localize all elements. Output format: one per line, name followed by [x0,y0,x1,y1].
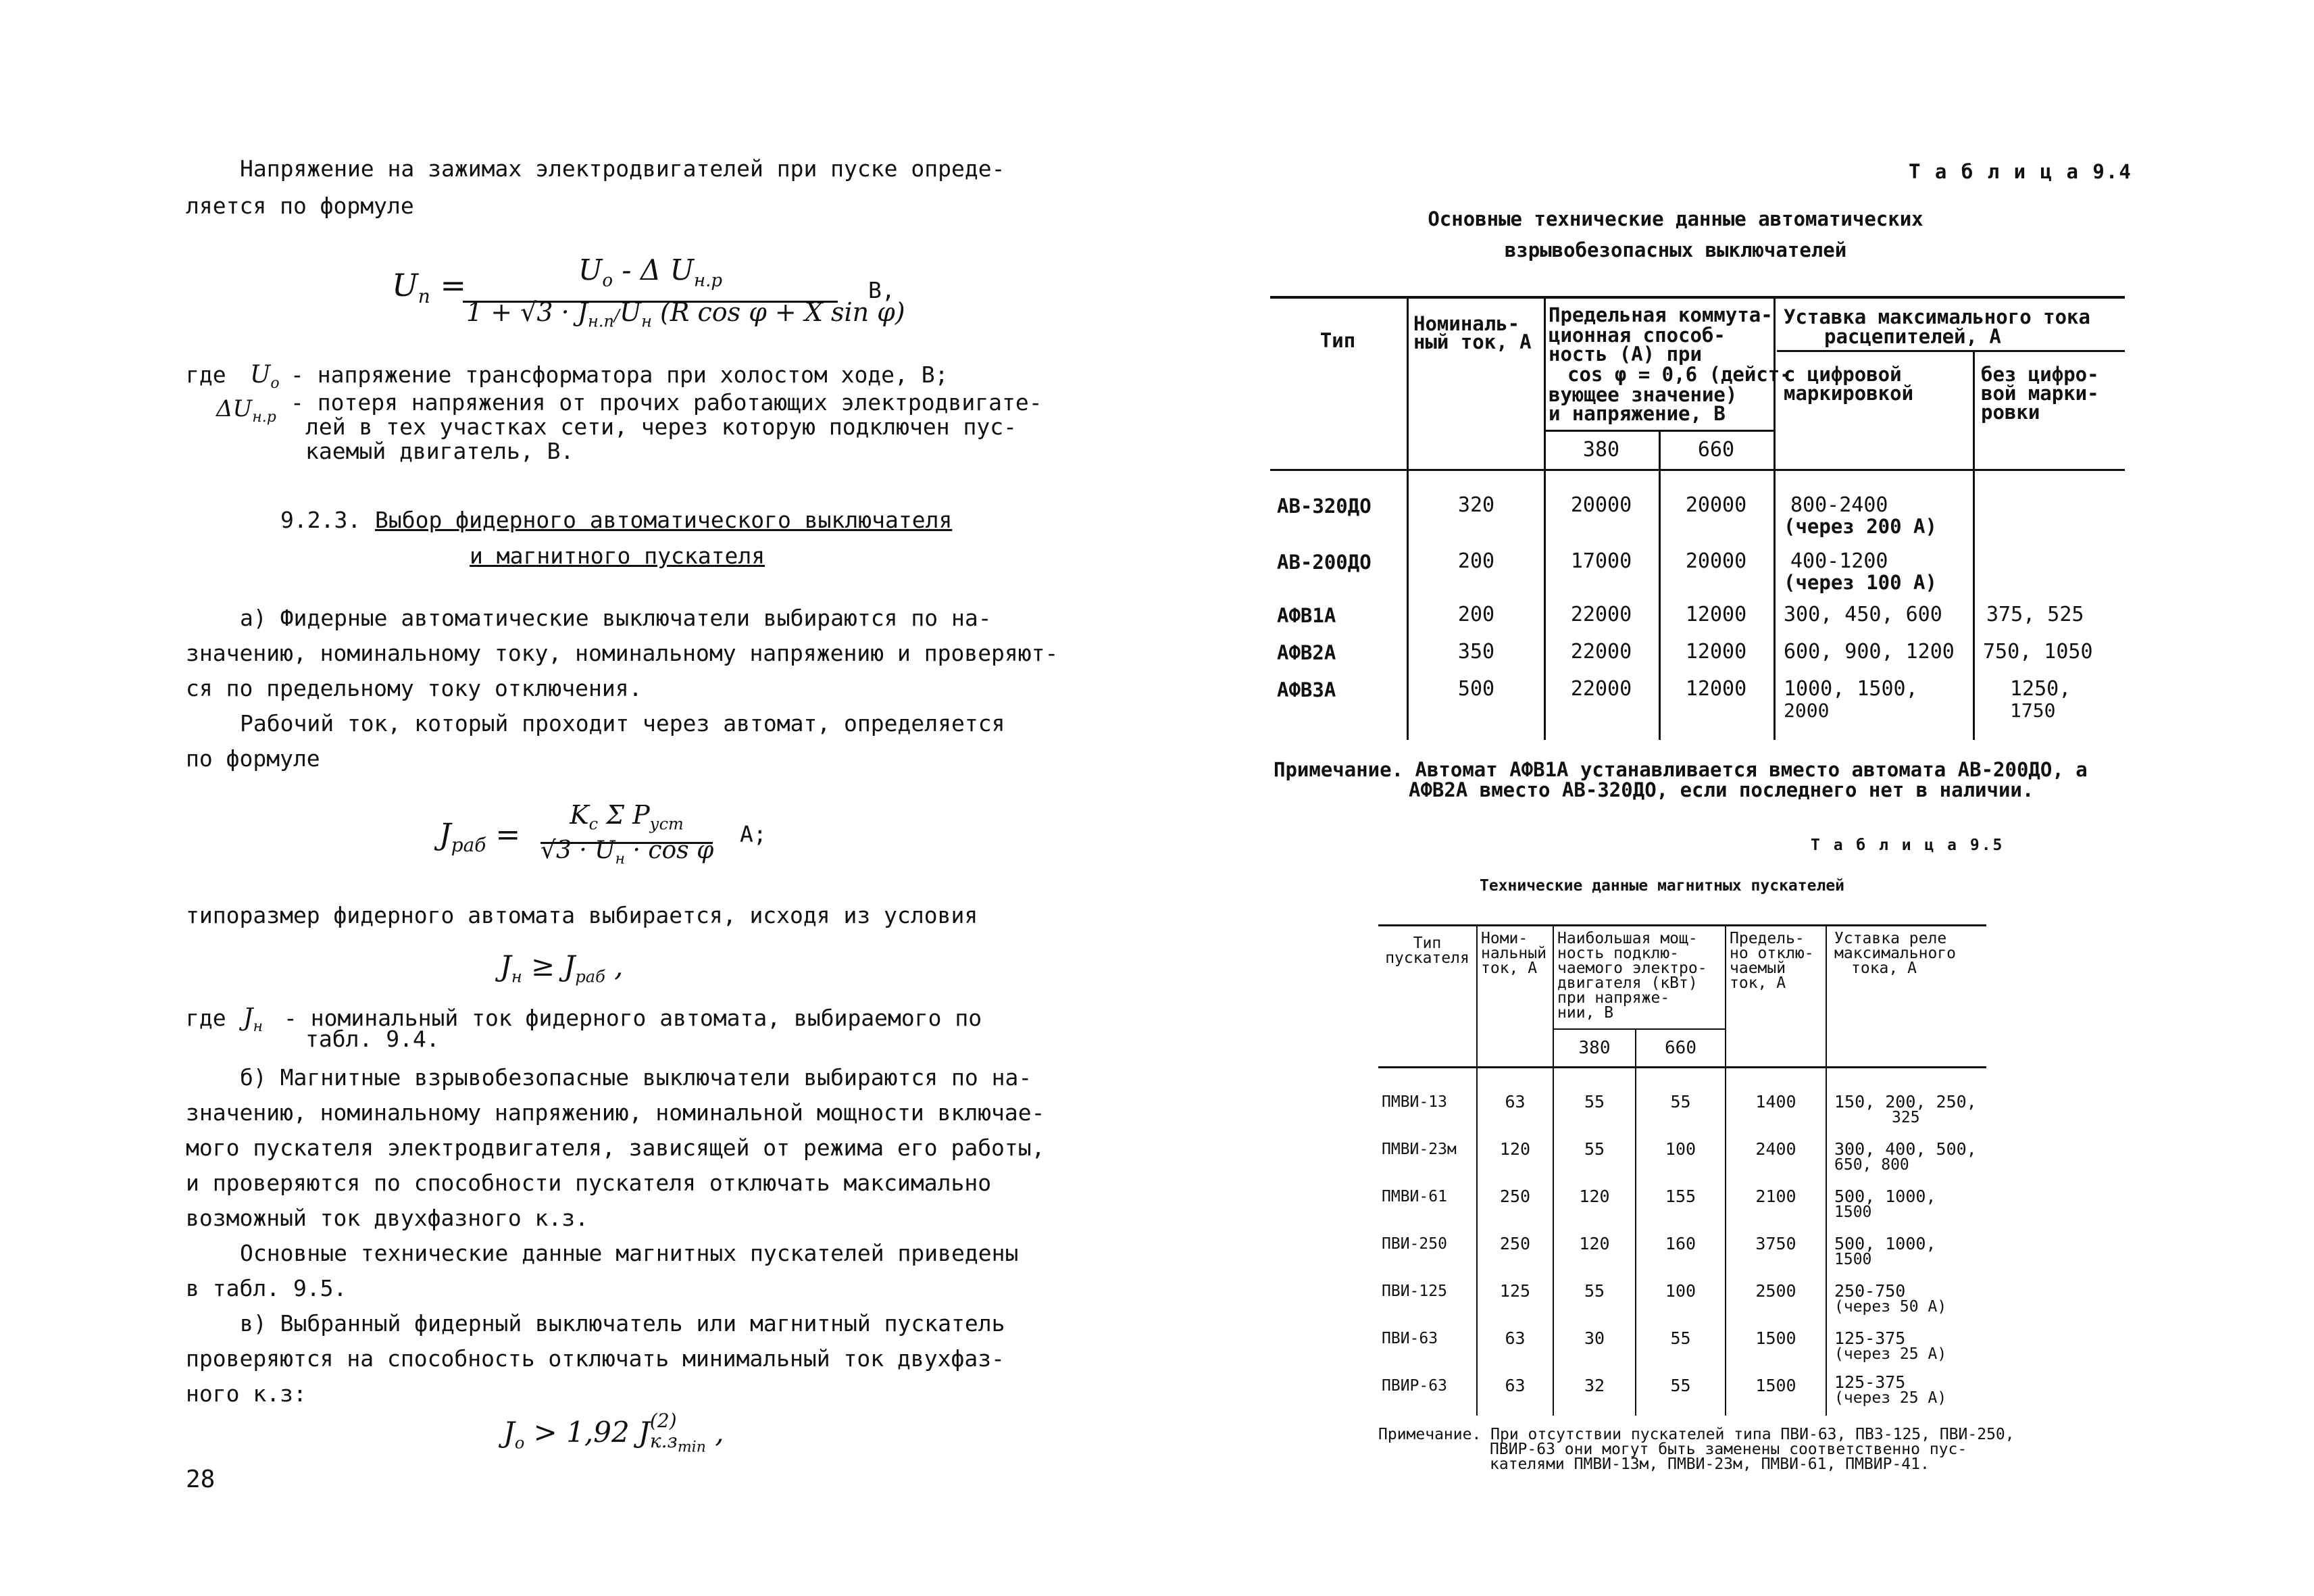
t95-h-nom-l1: Номи- [1481,930,1528,947]
formula-un-denominator: $1 + √3 \cdot J_{н.п}/U_н$ (R cos φ + X sin φ) [466,297,905,331]
t95-cell-set-l1: 500, 1000, [1834,1187,1936,1206]
t94-cell-380: 22000 [1570,603,1632,626]
t95-h-nom-l2: нальный [1481,945,1546,962]
t94-h-nodig-l2: вой марки- [1981,382,2099,405]
t95-cell-nom: 250 [1499,1234,1531,1253]
where-text-dunr-l3: каемый двигатель, В. [305,438,574,464]
section-number: 9.2.3. [280,507,361,533]
t95-cell-type: ПВИР-63 [1382,1377,1447,1395]
t95-cell-set-l2: (через 25 А) [1834,1389,1947,1407]
t94-cell-nodig-l2: 1750 [2010,699,2056,722]
t95-cell-660: 55 [1670,1328,1691,1348]
t95-cell-set-l1: 300, 400, 500, [1834,1139,1977,1159]
t95-cell-lim: 2400 [1755,1139,1796,1159]
t94-cell-nodig-l1: 750, 1050 [1983,640,2093,664]
t94-cell-380: 22000 [1570,640,1632,664]
t95-cell-set-l1: 125-375 [1834,1328,1906,1348]
page-number: 28 [186,1466,216,1493]
t94-vline-2 [1544,297,1546,740]
formula-condition: $J_н \ge J_{раб}$ , [500,949,624,987]
t95-vline-5 [1826,926,1827,1416]
t94-cell-nom: 500 [1457,677,1495,701]
t95-cell-380: 120 [1579,1187,1610,1206]
t95-h-pow-l2: ность подклю- [1557,945,1680,962]
where-label-3: где [186,1005,226,1031]
t94-h-lim-l4: cos φ = 0,6 (дейст- [1567,363,1792,386]
table-9-4-title-l2: взрывобезопасных выключателей [1504,239,1847,261]
formula-jrab-denominator: $√3 \cdot U_н \cdot \cos \varphi$ [540,837,714,868]
t94-cell-660: 20000 [1685,493,1747,517]
para-basic-l1: Основные технические данные магнитных пускателей приведены [240,1240,1019,1266]
t94-cell-nom: 320 [1457,493,1495,517]
t95-cell-type: ПВИ-125 [1382,1282,1447,1300]
t95-h-pow-l5: при напряже- [1557,989,1670,1007]
t95-h-nom-l3: ток, А [1481,959,1538,977]
t95-cell-set-l2: 325 [1892,1109,1920,1126]
t95-cell-type: ПМВИ-23м [1382,1141,1457,1158]
t94-cell-660: 12000 [1685,640,1747,664]
t95-h-lim-l3: чаемый [1730,959,1786,977]
t95-cell-660: 160 [1665,1234,1696,1253]
t94-note-l1: Примечание. Автомат АФВ1А устанавливается вместо автомата АВ-200ДО, а [1274,758,2088,781]
para-a-l3: ся по предельному току отключения. [186,675,643,701]
table-9-5-label: Т а б л и ц а 9.5 [1811,837,2005,854]
para-voltage-l2: ляется по формуле [186,193,414,219]
t94-cell-660: 12000 [1685,677,1747,701]
t95-h-pow-l1: Наибольшая мощ- [1557,930,1698,947]
t94-h-nom-l2: ный ток, А [1413,330,1532,353]
t95-vline-3 [1635,1030,1636,1416]
t94-note-l2: АФВ2А вместо АВ-320ДО, если последнего нет в наличии. [1409,778,2034,801]
t94-vline-3 [1659,431,1661,740]
formula-jrab-unit: А; [740,821,767,847]
para-v-l1: в) Выбранный фидерный выключатель или магнитный пускатель [240,1310,1005,1337]
t95-cell-set-l2: (через 50 А) [1834,1298,1947,1316]
para-type-size: типоразмер фидерного автомата выбирается, исходя из условия [186,902,978,928]
t95-cell-660: 100 [1665,1139,1696,1159]
t95-cell-lim: 1500 [1755,1376,1796,1395]
t95-cell-nom: 63 [1505,1376,1526,1395]
t95-note-l1: Примечание. При отсутствии пускателей типа ПВИ-63, ПВЗ-125, ПВИ-250, [1378,1426,2015,1443]
where-text-u0: - напряжение трансформатора при холостом ходе, В; [291,361,949,388]
t95-cell-set-l1: 250-750 [1834,1281,1906,1301]
t95-cell-nom: 63 [1505,1092,1526,1112]
t95-h-type-l2: пускателя [1385,949,1469,967]
t94-header-rule [1270,469,2125,471]
t95-cell-380: 30 [1584,1328,1605,1348]
t95-cell-380: 55 [1584,1281,1605,1301]
t94-h-660: 660 [1697,438,1735,462]
t95-h-pow-l4: двигателя (кВт) [1557,974,1698,992]
t95-cell-380: 55 [1584,1139,1605,1159]
t94-h-dig-l1: с цифровой [1784,363,1902,386]
para-a-l1: а) Фидерные автоматические выключатели выбираются по на- [240,605,992,631]
t95-cell-380: 32 [1584,1376,1605,1395]
t94-cell-380: 22000 [1570,677,1632,701]
t94-h-lim-l2: ционная способ- [1549,324,1726,347]
t94-h-nom-l1: Номиналь- [1413,312,1520,335]
t95-h-set-l3: тока, А [1851,959,1917,977]
t95-cell-380: 120 [1579,1234,1610,1253]
t95-note-l3: кателями ПМВИ-13м, ПМВИ-23м, ПМВИ-61, ПМВИР-41. [1490,1455,1930,1473]
t95-cell-380: 55 [1584,1092,1605,1112]
t94-vline-5 [1973,351,1975,740]
where-sym-dunr: $\Delta U_{н.р}$ [216,395,276,426]
para-b-l2: значению, номинальному напряжению, номинальной мощности включае- [186,1099,1045,1126]
para-work-l1: Рабочий ток, который проходит через автомат, определяется [240,710,1005,737]
t94-cell-dig-l2: (через 100 А) [1784,571,1937,594]
t95-cell-set-l2: 1500 [1834,1203,1872,1221]
formula-un-unit: В, [868,277,895,303]
t94-h-type: Тип [1319,329,1356,352]
table-9-5-title: Технические данные магнитных пускателей [1479,877,1845,895]
t95-cell-nom: 250 [1499,1187,1531,1206]
t94-h-lim-l6: и напряжение, В [1549,402,1726,425]
where-sym-jn: $J_н$ [243,1004,263,1036]
t94-cell-dig-l1: 600, 900, 1200 [1784,640,1955,664]
t95-volt-rule [1553,1028,1725,1030]
t95-cell-type: ПВИ-250 [1382,1235,1447,1253]
t95-cell-nom: 120 [1499,1139,1531,1159]
where-text-dunr-l1: - потеря напряжения от прочих работающих электродвигате- [291,389,1042,416]
t94-cell-dig-l2: 2000 [1784,699,1830,722]
t94-vline-1 [1407,297,1409,740]
t95-cell-660: 155 [1665,1187,1696,1206]
t95-cell-660: 55 [1670,1376,1691,1395]
where-label-1: где [186,361,226,388]
t95-h-pow-l3: чаемого электро- [1557,959,1707,977]
t94-cell-nom: 350 [1457,640,1495,664]
t94-top-rule [1270,296,2125,299]
t94-h-lim-l1: Предельная коммута- [1549,303,1773,326]
t95-h-lim-l1: Предель- [1730,930,1805,947]
t95-cell-set-l2: 650, 800 [1834,1156,1909,1174]
t95-h-pow-l6: нии, В [1557,1004,1614,1022]
t94-cell-type: АВ-200ДО [1277,551,1372,574]
t95-cell-lim: 1500 [1755,1328,1796,1348]
t95-cell-type: ПМВИ-61 [1382,1188,1447,1205]
t94-set-rule [1777,350,2125,352]
t94-cell-dig-l1: 1000, 1500, [1784,677,1918,701]
para-basic-l2: в табл. 9.5. [186,1275,347,1301]
table-9-4-title-l1: Основные технические данные автоматических [1428,207,1923,230]
t95-h-660: 660 [1665,1038,1696,1058]
para-voltage-l1: Напряжение на зажимах электродвигателей при пуске опреде- [240,155,1005,182]
section-title-l2: и магнитного пускателя [470,543,765,569]
t94-h-set-l1: Уставка максимального тока [1784,305,2090,328]
t94-h-lim-l3: ность (А) при [1549,343,1702,366]
t95-cell-lim: 2500 [1755,1281,1796,1301]
t94-h-dig-l2: маркировкой [1784,382,1914,405]
para-b-l3: мого пускателя электродвигателя, зависящей от режима его работы, [186,1134,1045,1161]
para-a-l2: значению, номинальному току, номинальному напряжению и проверяют- [186,640,1059,666]
t95-h-lim-l2: но отклю- [1730,945,1814,962]
t95-cell-nom: 63 [1505,1328,1526,1348]
where-text-dunr-l2: лей в тех участках сети, через которую подключен пус- [305,414,1017,440]
t94-cell-380: 20000 [1570,493,1632,517]
para-b-l4: и проверяются по способности пускателя отключать максимально [186,1170,992,1196]
t95-h-lim-l4: ток, А [1730,974,1786,992]
t95-cell-set-l1: 150, 200, 250, [1834,1092,1977,1112]
t95-cell-set-l1: 500, 1000, [1834,1234,1936,1253]
t95-cell-set-l2: 1500 [1834,1251,1872,1268]
t94-cell-nodig-l1: 375, 525 [1986,603,2084,626]
t95-header-rule [1378,1066,1986,1068]
t95-cell-type: ПМВИ-13 [1382,1093,1447,1111]
formula-jrab-lhs: $J_{раб}$ = [439,818,521,856]
t94-cell-dig-l1: 800-2400 [1790,493,1888,517]
t94-cell-type: АФВ3А [1277,678,1336,701]
para-v-l3: ного к.з: [186,1380,307,1407]
t94-h-380: 380 [1582,438,1620,462]
t95-h-set-l2: максимального [1834,945,1957,962]
t94-cell-type: АФВ2А [1277,641,1336,664]
t94-cell-nom: 200 [1457,603,1495,626]
t94-cell-type: АВ-320ДО [1277,495,1372,518]
t95-note-l2: ПВИР-63 они могут быть заменены соответственно пус- [1490,1441,1967,1458]
t94-h-nodig-l3: ровки [1981,401,2040,424]
t94-cell-type: АФВ1А [1277,604,1336,627]
where-sym-u0: $U_o$ [250,361,280,393]
t94-cell-dig-l1: 300, 450, 600 [1784,603,1942,626]
t95-cell-lim: 1400 [1755,1092,1796,1112]
where-text-jn-l1: - номинальный ток фидерного автомата, выбираемого по [284,1005,982,1031]
formula-jrab-numerator: $K_c$ Σ $P_{уст}$ [540,797,713,844]
t95-top-rule [1378,924,1986,926]
table-9-4-label: Т а б л и ц а 9.4 [1909,160,2132,183]
t94-h-set-l2: расцепителей, А [1824,325,2001,348]
t95-cell-660: 100 [1665,1281,1696,1301]
t95-cell-660: 55 [1670,1092,1691,1112]
t95-cell-type: ПВИ-63 [1382,1330,1438,1347]
para-b-l1: б) Магнитные взрывобезопасные выключатели выбираются по на- [240,1064,1032,1091]
t95-cell-lim: 2100 [1755,1187,1796,1206]
formula-un-numerator: $U_o$ - Δ $U_{н.р}$ [463,250,838,303]
t94-cell-nodig-l1: 1250, [2010,677,2071,701]
section-title-l1: Выбор фидерного автоматического выключателя [375,507,953,533]
para-v-l2: проверяются на способность отключать минимальный ток двухфаз- [186,1345,1005,1372]
t95-cell-lim: 3750 [1755,1234,1796,1253]
where-text-jn-l2: табл. 9.4. [305,1026,440,1052]
t94-cell-dig-l1: 400-1200 [1790,549,1888,573]
t94-cell-660: 12000 [1685,603,1747,626]
t95-h-380: 380 [1578,1038,1611,1058]
formula-min-current: $J_o > 1,92$ J (2) $к.з_{min}$ , [503,1410,724,1456]
t94-h-nodig-l1: без цифро- [1981,363,2099,386]
t94-cell-dig-l2: (через 200 А) [1784,515,1937,538]
t94-h-lim-l5: вующее значение) [1549,383,1738,406]
t95-cell-nom: 125 [1499,1281,1531,1301]
formula-un-lhs: $U_п$ = [392,267,466,308]
para-work-l2: по формуле [186,745,320,772]
t95-cell-set-l2: (через 25 А) [1834,1345,1947,1363]
t94-cell-660: 20000 [1685,549,1747,573]
t94-cell-nom: 200 [1457,549,1495,573]
t95-h-type-l1: Тип [1413,934,1442,952]
t95-cell-set-l1: 125-375 [1834,1372,1906,1392]
t95-h-set-l1: Уставка реле [1834,930,1947,947]
para-b-l5: возможный ток двухфазного к.з. [186,1205,589,1231]
t94-cell-380: 17000 [1570,549,1632,573]
